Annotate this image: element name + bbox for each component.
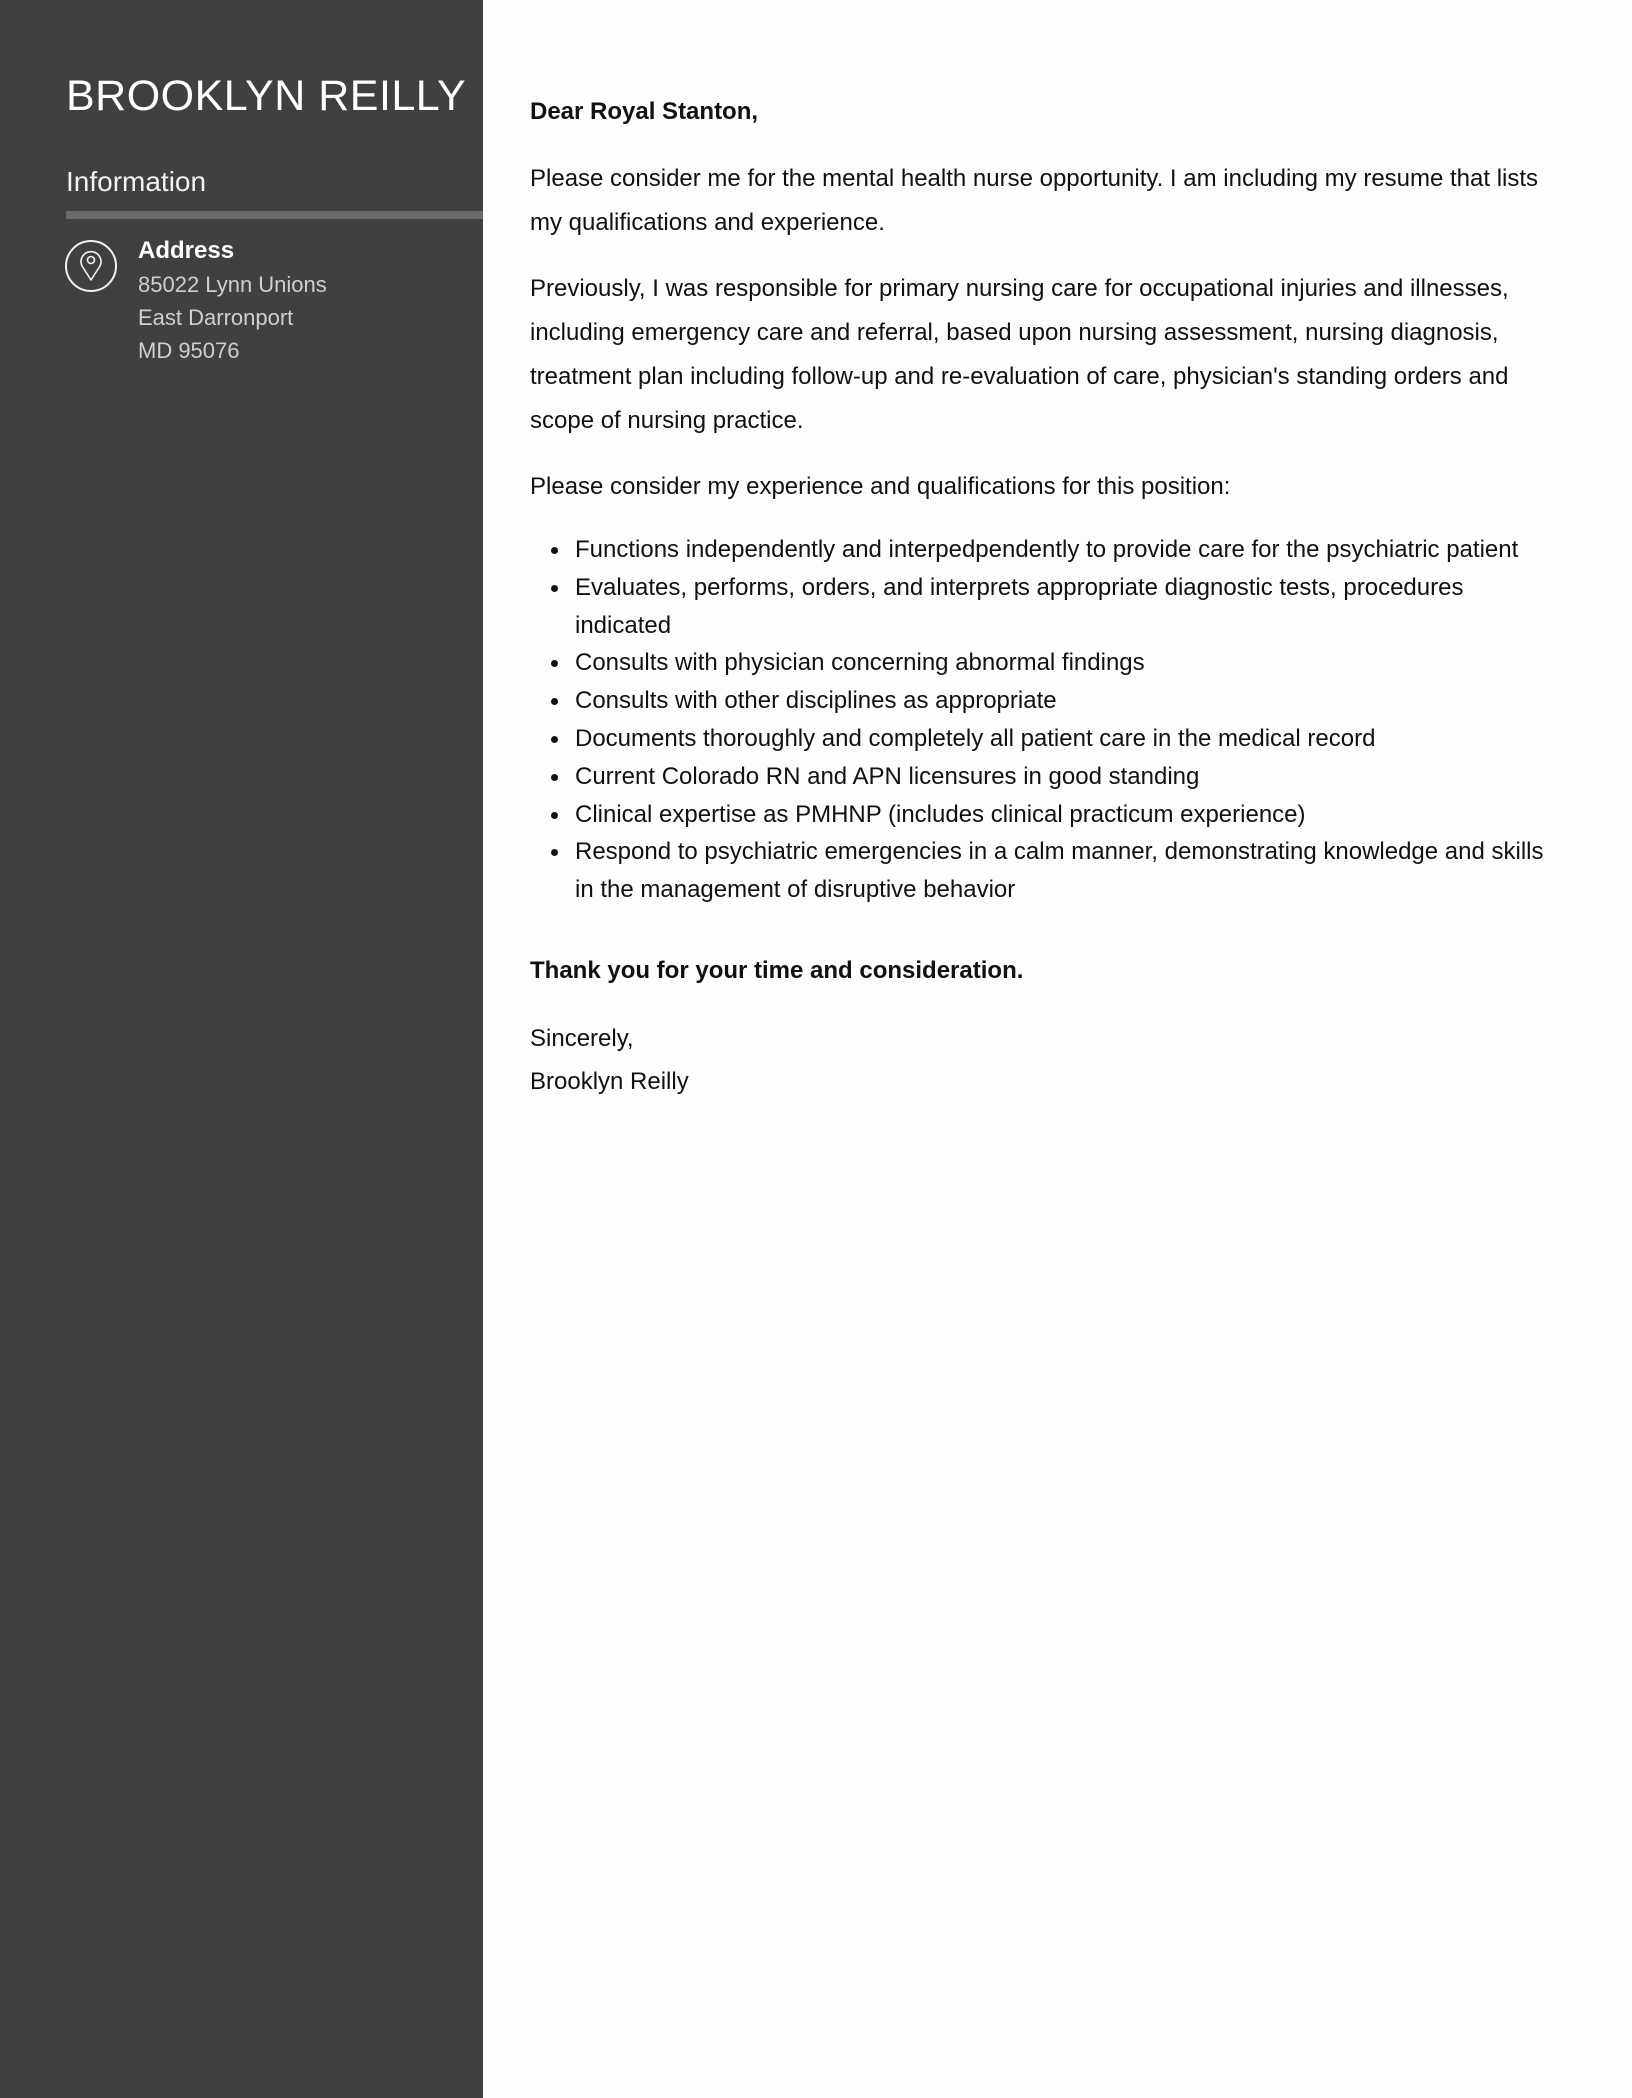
list-item: Respond to psychiatric emergencies in a calm manner, demonstrating knowledge and skills in the management of disruptive behavior <box>575 833 1560 909</box>
list-item: Clinical expertise as PMHNP (includes clinical practicum experience) <box>575 796 1560 834</box>
paragraph-qualifications-intro: Please consider my experience and qualifications for this position: <box>530 473 1231 500</box>
list-item: Consults with physician concerning abnormal findings <box>575 644 1560 682</box>
address-line: MD 95076 <box>138 338 240 363</box>
map-pin-icon <box>65 240 117 292</box>
paragraph-intro: Please consider me for the mental health nurse opportunity. I am including my resume that lists my qualifications and experience. <box>530 165 1539 236</box>
list-item: Current Colorado RN and APN licensures in good standing <box>575 758 1560 796</box>
section-title-information: Information <box>66 166 207 197</box>
section-divider <box>66 211 483 219</box>
paragraph-experience: Previously, I was responsible for primary nursing care for occupational injuries and illnesses, including emergency care and referral, based upon nursing assessment, nursing diagnosis, treatment plan including follow-up and re-evaluation of care, physician's standing orders and scope of nursing practice. <box>530 275 1509 434</box>
list-item: Documents thoroughly and completely all patient care in the medical record <box>575 720 1560 758</box>
sidebar <box>0 0 483 2098</box>
closing-line: Thank you for your time and consideration. <box>530 957 1024 984</box>
list-item: Consults with other disciplines as appropriate <box>575 682 1560 720</box>
applicant-name: BROOKLYN REILLY <box>66 72 467 120</box>
salutation: Dear Royal Stanton, <box>530 98 759 125</box>
address-line: East Darronport <box>138 305 294 330</box>
signature: Brooklyn Reilly <box>530 1068 689 1095</box>
signoff: Sincerely, <box>530 1025 634 1052</box>
list-item: Functions independently and interpedpendently to provide care for the psychiatric patient <box>575 531 1560 569</box>
list-item: Evaluates, performs, orders, and interprets appropriate diagnostic tests, procedures indicated <box>575 569 1560 645</box>
qualifications-list <box>530 531 1560 909</box>
address-line: 85022 Lynn Unions <box>138 272 327 297</box>
address-label: Address <box>138 237 235 264</box>
